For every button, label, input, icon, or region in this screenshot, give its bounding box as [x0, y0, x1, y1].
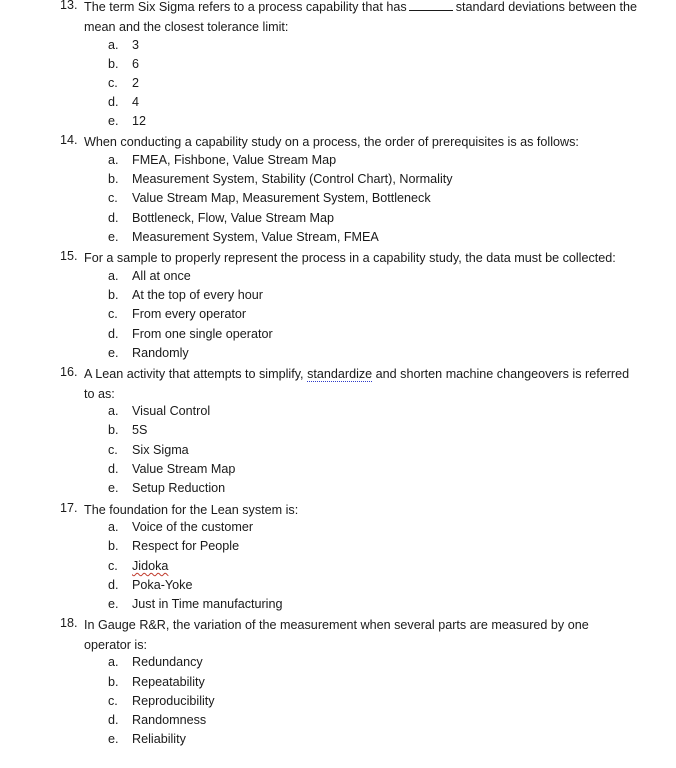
- option-17b: b. Respect for People: [108, 539, 240, 553]
- spell-flagged-word: Jidoka: [132, 559, 169, 573]
- option-14d: d. Bottleneck, Flow, Value Stream Map: [108, 211, 335, 225]
- question-stem: In Gauge R&R, the variation of the measurement when several parts are measured by one operator is:: [84, 618, 589, 652]
- answer-blank: [409, 0, 453, 11]
- option-14b: b. Measurement System, Stability (Control Chart), Normality: [108, 172, 453, 186]
- option-18a: a. Redundancy: [108, 655, 203, 669]
- question-number: 14.: [60, 133, 78, 147]
- option-18b: b. Repeatability: [108, 675, 205, 689]
- question-stem: The foundation for the Lean system is:: [84, 503, 299, 517]
- option-16c: c. Six Sigma: [108, 443, 189, 457]
- question-number: 15.: [60, 249, 78, 263]
- option-18e: e. Reliability: [108, 732, 186, 746]
- option-17a: a. Voice of the customer: [108, 520, 254, 534]
- question-stem: For a sample to properly represent the process in a capability study, the data must be collected:: [84, 251, 616, 265]
- option-13d: d. 4: [108, 95, 140, 109]
- option-16d: d. Value Stream Map: [108, 462, 236, 476]
- option-17c: c. Jidoka: [108, 559, 169, 573]
- question-number: 16.: [60, 365, 78, 379]
- option-15c: c. From every operator: [108, 307, 247, 321]
- option-17e: e. Just in Time manufacturing: [108, 597, 283, 611]
- option-16b: b. 5S: [108, 423, 148, 437]
- option-15e: e. Randomly: [108, 346, 189, 360]
- question-stem: A Lean activity that attempts to simplify, standardize and shorten machine changeovers is referred to as:: [84, 367, 630, 401]
- question-number: 17.: [60, 501, 78, 515]
- option-15d: d. From one single operator: [108, 327, 273, 341]
- option-18d: d. Randomness: [108, 713, 207, 727]
- option-15b: b. At the top of every hour: [108, 288, 263, 302]
- spell-flagged-word: standardize: [307, 367, 373, 381]
- question-number: 18.: [60, 616, 78, 630]
- question-stem: When conducting a capability study on a process, the order of prerequisites is as follows:: [84, 135, 579, 149]
- option-13e: e. 12: [108, 114, 147, 128]
- option-14a: a. FMEA, Fishbone, Value Stream Map: [108, 153, 337, 167]
- option-14e: e. Measurement System, Value Stream, FMEA: [108, 230, 379, 244]
- option-16a: a. Visual Control: [108, 404, 211, 418]
- option-18c: c. Reproducibility: [108, 694, 215, 708]
- question-stem: The term Six Sigma refers to a process capability that has standard deviations between the mean and the closest tolerance limit:: [84, 0, 638, 34]
- option-17d: d. Poka-Yoke: [108, 578, 193, 592]
- option-13c: c. 2: [108, 76, 140, 90]
- option-13a: a. 3: [108, 38, 140, 52]
- option-15a: a. All at once: [108, 269, 191, 283]
- question-number: 13.: [60, 0, 78, 12]
- option-13b: b. 6: [108, 57, 140, 71]
- option-16e: e. Setup Reduction: [108, 481, 226, 495]
- option-14c: c. Value Stream Map, Measurement System, Bottleneck: [108, 191, 431, 205]
